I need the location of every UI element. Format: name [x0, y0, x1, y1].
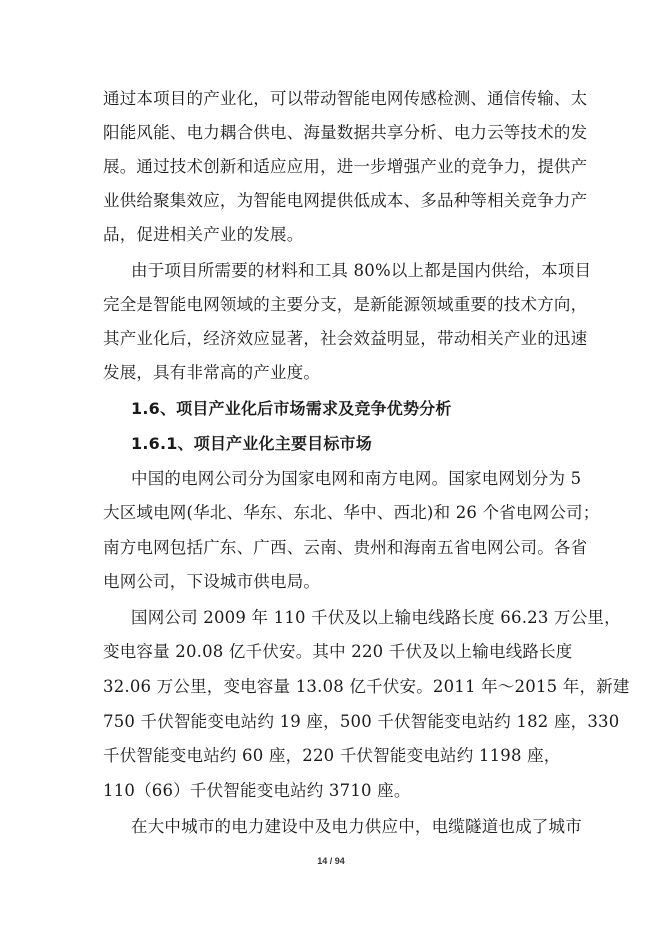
page-number: 14 / 94 — [317, 856, 345, 866]
body-line: 110（66）千伏智能变电站约 3710 座。 — [103, 781, 411, 800]
body-line: 变电容量 20.08 亿千伏安。其中 220 千伏及以上输电线路长度 — [103, 642, 573, 661]
subsection-heading: 1.6.1、项目产业化主要目标市场 — [131, 434, 372, 453]
body-line: 品，促进相关产业的发展。 — [103, 225, 304, 244]
body-line: 大区域电网(华北、华东、东北、华中、西北)和 26 个省电网公司； — [103, 503, 600, 522]
body-line: 阳能风能、电力耦合供电、海量数据共享分析、电力云等技术的发 — [103, 123, 588, 142]
body-line: 由于项目所需要的材料和工具 80%以上都是国内供给，本项目 — [131, 261, 592, 280]
body-line: 发展，具有非常高的产业度。 — [103, 363, 321, 382]
body-line: 其产业化后，经济效应显著，社会效益明显，带动相关产业的迅速 — [103, 329, 588, 348]
body-line: 南方电网包括广东、广西、云南、贵州和海南五省电网公司。各省 — [103, 538, 588, 557]
body-line: 电网公司，下设城市供电局。 — [103, 572, 321, 591]
body-line: 通过本项目的产业化，可以带动智能电网传感检测、通信传输、太 — [103, 89, 588, 108]
section-heading: 1.6、项目产业化后市场需求及竞争优势分析 — [131, 399, 452, 418]
body-line: 32.06 万公里，变电容量 13.08 亿千伏安。2011 年～2015 年，新建 — [103, 677, 630, 696]
body-line: 业供给聚集效应，为智能电网提供低成本、多品种等相关竞争力产 — [103, 191, 588, 210]
body-line: 750 千伏智能变电站约 19 座，500 千伏智能变电站约 182 座，330 — [103, 712, 620, 731]
body-line: 中国的电网公司分为国家电网和南方电网。国家电网划分为 5 — [131, 469, 582, 488]
body-line: 国网公司 2009 年 110 千伏及以上输电线路长度 66.23 万公里， — [131, 608, 621, 627]
body-line: 展。通过技术创新和适应应用，进一步增强产业的竞争力，提供产 — [103, 157, 588, 176]
body-line: 在大中城市的电力建设中及电力供应中，电缆隧道也成了城市 — [131, 817, 582, 836]
body-line: 完全是智能电网领域的主要分支，是新能源领域重要的技术方向， — [103, 295, 588, 314]
body-line: 千伏智能变电站约 60 座，220 千伏智能变电站约 1198 座， — [103, 746, 561, 765]
